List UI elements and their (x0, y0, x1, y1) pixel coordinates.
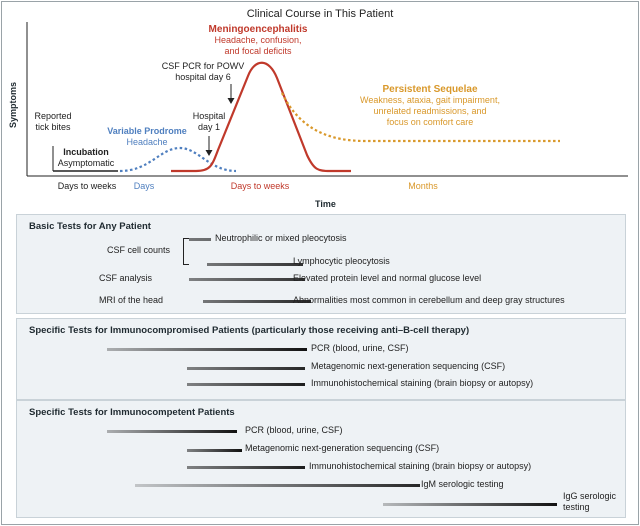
sequelae-label: Persistent Sequelae Weakness, ataxia, gait impairment, unrelated readmissions, and focus on comfort care (360, 84, 500, 127)
test-result-text: Abnormalities most common in cerebellum and deep gray structures (293, 295, 565, 305)
test-result-text: Metagenomic next-generation sequencing (CSF) (245, 443, 440, 453)
test-result-text: Immunohistochemical staining (brain biopsy or autopsy) (309, 461, 532, 471)
csf-pcr-arrowhead (228, 98, 235, 104)
test-result-text: PCR (blood, urine, CSF) (245, 425, 343, 435)
prodrome-label: Variable Prodrome Headache (107, 126, 187, 147)
immunocompromised-tests-title: Specific Tests for Immunocompromised Patients (particularly those receiving anti–B-cell therapy) (29, 325, 470, 336)
test-result-text: Neutrophilic or mixed pleocytosis (215, 233, 347, 243)
test-window-bar (187, 383, 305, 386)
test-window-bar (207, 263, 303, 266)
immunocompromised-tests-panel (16, 318, 626, 400)
csf-cell-counts-label: CSF cell counts (107, 245, 171, 255)
basic-tests-title: Basic Tests for Any Patient (29, 221, 151, 232)
figure-title: Clinical Course in This Patient (246, 8, 394, 20)
test-result-text: Elevated protein level and normal glucose level (293, 273, 482, 283)
hospital-day1-label: Hospital day 1 (192, 111, 226, 132)
immunocompetent-tests-panel (16, 400, 626, 518)
tick-bites-label: Reported tick bites (34, 111, 72, 132)
time-label-prodrome: Days (133, 181, 155, 191)
test-window-bar (189, 238, 211, 241)
time-label-sequelae: Months (408, 181, 438, 191)
test-row-label: MRI of the head (99, 295, 164, 305)
test-row-label: CSF analysis (99, 273, 153, 283)
immunocompetent-tests-title: Specific Tests for Immunocompetent Patients (29, 407, 235, 418)
test-result-text: Immunohistochemical staining (brain biopsy or autopsy) (311, 378, 534, 388)
meningoencephalitis-label: Meningoencephalitis Headache, confusion, and focal deficits (208, 24, 308, 56)
csf-counts-bracket (183, 238, 189, 265)
test-result-text: IgG serologic testing (563, 491, 617, 512)
time-label-incubation: Days to weeks (57, 181, 117, 191)
y-axis-label: Symptoms (8, 81, 19, 129)
test-result-text: Metagenomic next-generation sequencing (CSF) (311, 361, 506, 371)
hospital-day1-arrowhead (206, 150, 213, 156)
test-window-bar (187, 449, 242, 452)
test-window-bar (187, 466, 305, 469)
test-window-bar (107, 430, 237, 433)
test-window-bar (107, 348, 307, 351)
csf-pcr-label: CSF PCR for POWV hospital day 6 (161, 61, 245, 82)
test-window-bar (187, 367, 305, 370)
incubation-label: Incubation Asymptomatic (57, 147, 115, 168)
test-result-text: PCR (blood, urine, CSF) (311, 343, 409, 353)
test-result-text: Lymphocytic pleocytosis (293, 256, 390, 266)
time-label-acute: Days to weeks (230, 181, 290, 191)
basic-tests-panel (16, 214, 626, 314)
test-result-text: IgM serologic testing (421, 479, 504, 489)
test-window-bar (135, 484, 420, 487)
test-window-bar (383, 503, 557, 506)
x-axis-label: Time (315, 199, 336, 209)
test-window-bar (189, 278, 305, 281)
